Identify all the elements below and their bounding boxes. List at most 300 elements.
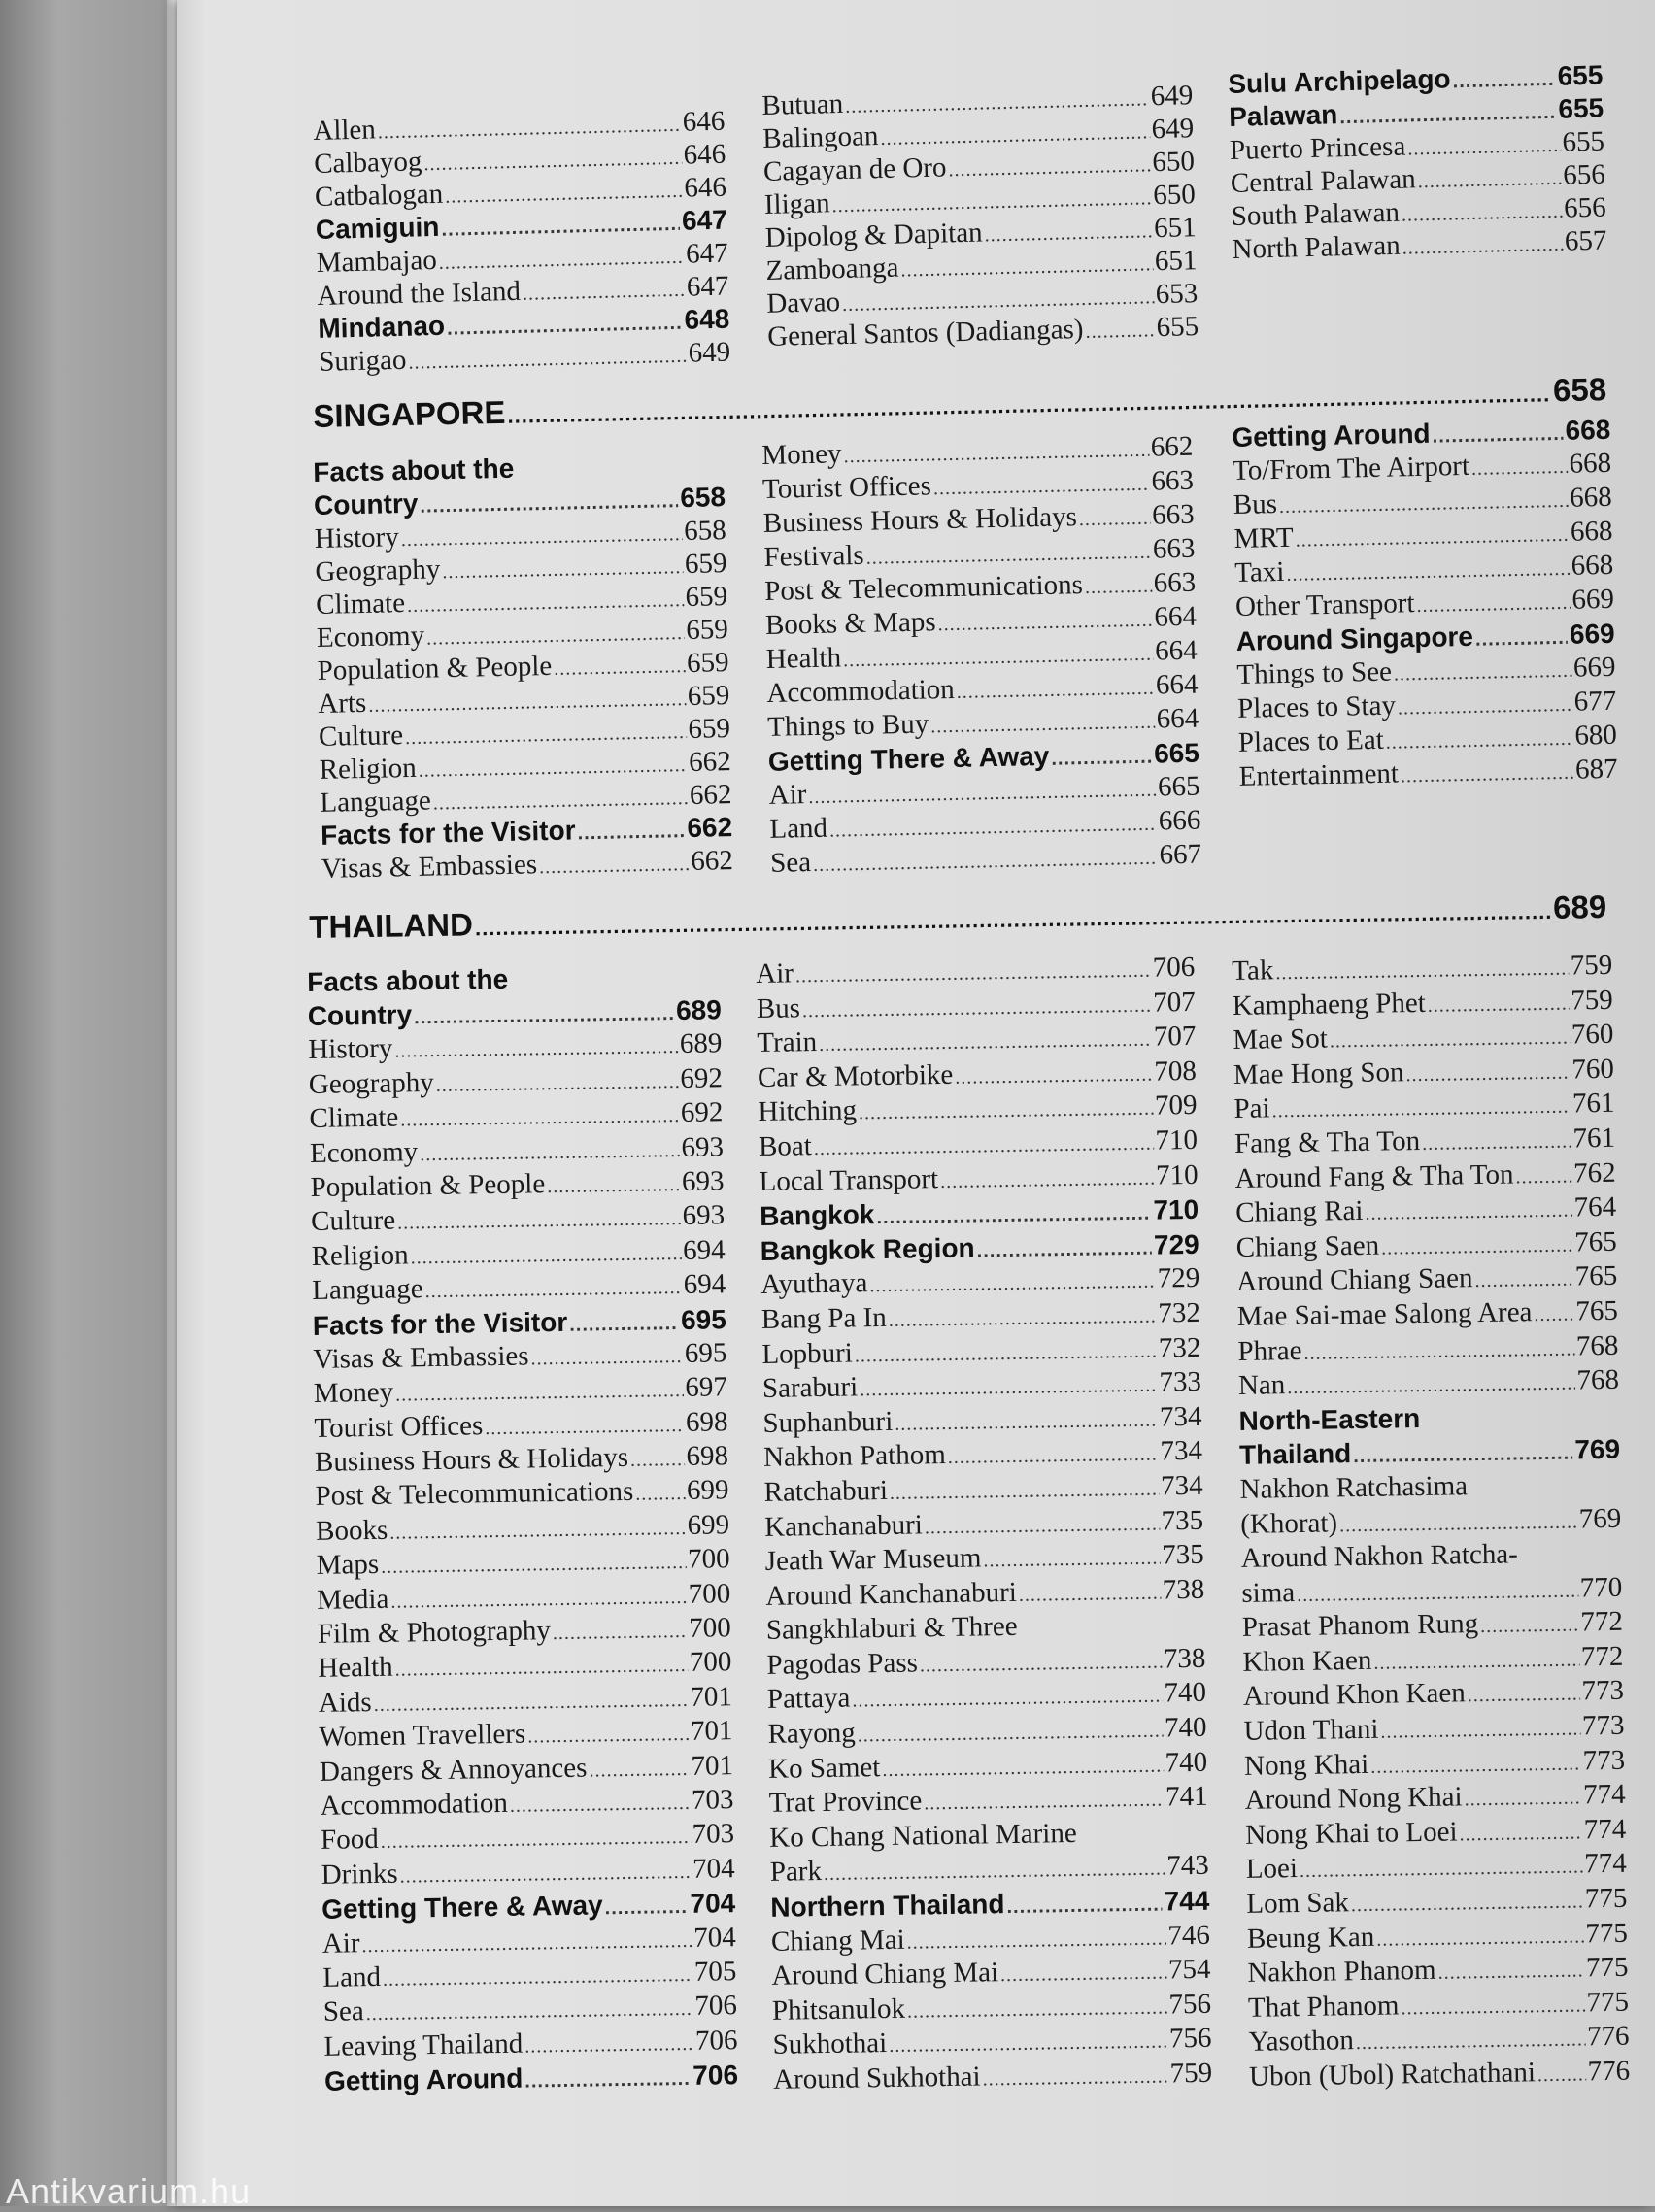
leader-dots	[802, 989, 1152, 1028]
toc-entry	[311, 1233, 726, 1274]
entry-label: Jeath War Museum	[764, 1542, 982, 1578]
philippines-column-1	[313, 105, 731, 379]
leader-dots	[948, 1438, 1159, 1476]
entry-label: Nong Khai	[1243, 1748, 1369, 1782]
entry-page-number: 663	[1152, 532, 1196, 565]
toc-entry	[763, 1469, 1203, 1511]
toc-entry	[1228, 59, 1604, 101]
leader-dots	[906, 1922, 1165, 1961]
entry-page-number: 653	[1155, 278, 1199, 311]
toc-entry	[771, 1918, 1211, 1960]
entry-page-number: 768	[1575, 1329, 1619, 1362]
entry-label: Post & Telecommunications	[315, 1476, 634, 1513]
entry-label: North Palawan	[1232, 229, 1402, 265]
entry-list	[308, 992, 739, 2098]
leader-dots	[1381, 1228, 1573, 1266]
entry-page-number: 692	[680, 1062, 724, 1094]
entry-label: Chiang Rai	[1234, 1195, 1364, 1229]
entry-page-number: 765	[1573, 1225, 1617, 1258]
entry-page-number: 776	[1586, 2021, 1630, 2053]
leader-dots	[569, 1307, 679, 1343]
entry-label: Cagayan de Oro	[762, 151, 947, 187]
entry-label: History	[308, 1033, 393, 1066]
leader-dots	[1300, 1851, 1583, 1890]
leader-dots	[475, 899, 1552, 941]
entry-page-number: 743	[1166, 1850, 1209, 1882]
toc-entry	[316, 1542, 730, 1583]
toc-entry	[319, 1680, 733, 1721]
subheading: Facts about the	[307, 963, 509, 997]
entry-label: Air	[321, 1927, 360, 1960]
entry-page-number: 659	[687, 680, 730, 712]
entry-label: Bangkok	[759, 1199, 875, 1232]
entry-label: Mae Hong Son	[1233, 1056, 1404, 1090]
entry-label: Lom Sak	[1246, 1887, 1350, 1920]
leader-dots	[982, 2060, 1168, 2097]
leader-dots	[1515, 1159, 1571, 1194]
entry-label: Around the Island	[317, 275, 522, 312]
entry-page-number: 708	[1154, 1055, 1198, 1088]
section-title: THAILAND	[309, 906, 474, 945]
entry-page-number: 659	[686, 647, 729, 679]
entry-label: Around Sukhothai	[772, 2061, 981, 2095]
toc-entry	[312, 1267, 726, 1308]
leader-dots	[1422, 1125, 1571, 1162]
toc-entry	[313, 1302, 727, 1343]
entry-label: Places to Eat	[1237, 723, 1385, 758]
leader-dots	[1480, 1609, 1579, 1645]
entry-label: Kanchanaburi	[763, 1508, 924, 1543]
entry-label: Around Chiang Saen	[1236, 1262, 1473, 1298]
entry-page-number: 729	[1157, 1262, 1200, 1294]
toc-entry	[766, 1642, 1206, 1684]
entry-label: Air	[756, 957, 794, 989]
entry-page-number: 704	[692, 1852, 735, 1885]
entry-label: Puerto Princesa	[1229, 130, 1406, 166]
entry-page-number: 657	[1564, 224, 1607, 257]
entry-label: Prasat Phanom Rung	[1241, 1608, 1479, 1644]
toc-entry	[759, 1157, 1199, 1199]
entry-label: Other Transport	[1234, 587, 1415, 622]
entry-page-number: 706	[694, 2024, 738, 2057]
entry-label: Entertainment	[1238, 757, 1400, 792]
entry-label: Geography	[308, 1066, 434, 1100]
entry-label: Climate	[315, 587, 406, 620]
entry-page-number: 760	[1571, 1019, 1614, 1051]
entry-label: Sea	[769, 847, 812, 879]
entry-page-number: 706	[694, 1990, 738, 2023]
leader-dots	[1271, 1090, 1571, 1129]
entry-label: Udon Thani	[1243, 1713, 1379, 1747]
leader-dots	[1376, 1920, 1584, 1958]
toc-entry	[1242, 1640, 1624, 1681]
philippines-column-3	[1228, 59, 1607, 266]
entry-page-number: 699	[687, 1509, 730, 1541]
entry-label: Language	[311, 1273, 423, 1307]
toc-entry	[1248, 1986, 1630, 2027]
leader-dots	[1000, 1957, 1166, 1994]
leader-dots	[907, 1991, 1167, 2029]
entry-list	[314, 481, 733, 886]
entry-page-number: 699	[686, 1474, 729, 1507]
leader-dots	[852, 1680, 1163, 1720]
entry-page-number: 701	[690, 1681, 733, 1713]
entry-page-number: 772	[1580, 1606, 1624, 1638]
entry-page-number: 759	[1571, 984, 1614, 1017]
leader-dots	[394, 1649, 688, 1688]
entry-label: Air	[768, 779, 807, 811]
leader-dots	[956, 672, 1154, 710]
leader-dots	[1303, 1332, 1574, 1371]
toc-entry	[323, 2024, 738, 2064]
leader-dots	[1534, 1297, 1573, 1332]
entry-page-number: 662	[689, 779, 732, 811]
entry-label: Around Chiang Mai	[771, 1957, 999, 1993]
entry-page-number: 659	[688, 713, 731, 745]
entry-page-number: 740	[1164, 1711, 1207, 1744]
entry-label: North-Eastern	[1238, 1402, 1421, 1436]
toc-entry	[1233, 1087, 1615, 1127]
leader-dots	[1330, 1022, 1571, 1059]
entry-label: Books & Maps	[764, 606, 936, 641]
entry-page-number: 664	[1154, 600, 1198, 633]
leader-dots	[860, 1369, 1158, 1408]
leader-dots	[410, 1237, 681, 1276]
leader-dots	[589, 1753, 690, 1789]
toc-entry	[1232, 949, 1613, 989]
toc-entry	[768, 1745, 1208, 1787]
toc-entry	[760, 1261, 1200, 1303]
entry-label: Religion	[319, 752, 417, 786]
entry-page-number: 706	[692, 2060, 739, 2092]
entry-page-number: 680	[1574, 719, 1618, 752]
leader-dots	[361, 1924, 692, 1963]
toc-entry	[756, 951, 1196, 992]
entry-label: Getting There & Away	[767, 740, 1050, 777]
entry-page-number: 733	[1159, 1365, 1202, 1398]
entry-page-number: 701	[690, 1715, 733, 1748]
entry-page-number: 658	[679, 482, 726, 514]
entry-label: Catbalogan	[314, 178, 444, 213]
entry-page-number: 774	[1582, 1778, 1626, 1811]
entry-page-number: 662	[688, 746, 732, 778]
entry-label: Allen	[313, 114, 377, 147]
leader-dots	[889, 2026, 1167, 2064]
leader-dots	[436, 1065, 679, 1103]
entry-page-number: 760	[1571, 1053, 1615, 1086]
entry-page-number: 740	[1165, 1746, 1208, 1779]
singapore-column-1	[313, 448, 733, 886]
entry-label: Media	[316, 1583, 389, 1616]
entry-label: Ubon (Ubol) Ratchathani	[1248, 2057, 1537, 2093]
entry-label: Nakhon Phanom	[1247, 1955, 1436, 1990]
entry-label: Visas & Embassies	[313, 1340, 529, 1375]
toc-entry	[1244, 1778, 1626, 1819]
entry-label: Around Nakhon Ratcha-	[1240, 1538, 1519, 1575]
entry-page-number: 775	[1585, 1917, 1629, 1950]
entry-page-number: 768	[1576, 1363, 1620, 1396]
entry-page-number: 649	[1151, 113, 1195, 146]
leader-dots	[890, 1472, 1160, 1511]
entry-page-number: 700	[687, 1543, 730, 1576]
entry-label: Around Kanchanaburi	[765, 1576, 1018, 1612]
toc-entry	[318, 1611, 732, 1652]
section-page-number: 658	[1552, 371, 1607, 409]
entry-page-number: 701	[691, 1749, 734, 1782]
entry-label: History	[314, 521, 400, 554]
thailand-column-3	[1232, 949, 1630, 2095]
toc-entry	[311, 1199, 726, 1240]
entry-page-number: 646	[682, 105, 726, 138]
leader-dots	[1402, 228, 1563, 265]
entry-page-number: 738	[1162, 1573, 1205, 1606]
entry-label: Ayuthaya	[760, 1267, 868, 1301]
toc-entry	[1237, 1294, 1619, 1335]
leader-dots	[1373, 1643, 1579, 1681]
entry-label: General Santos (Dadiangas)	[766, 313, 1084, 352]
toc-entry	[309, 1061, 724, 1102]
entry-page-number: 646	[683, 138, 726, 171]
entry-page-number: 774	[1583, 1813, 1627, 1846]
entry-page-number: 707	[1153, 1021, 1197, 1053]
entry-label: Getting Around	[1232, 418, 1431, 452]
toc-entry	[320, 1749, 734, 1790]
entry-page-number: 650	[1152, 179, 1197, 212]
entry-label: Festivals	[763, 539, 864, 573]
entry-label: Tourist Offices	[761, 470, 932, 505]
entry-page-number: 651	[1154, 245, 1198, 278]
entry-label: Sulu Archipelago	[1228, 63, 1451, 99]
entry-page-number: 689	[675, 994, 722, 1026]
leader-dots	[876, 1197, 1152, 1236]
toc-entry	[309, 1095, 724, 1136]
entry-label: Around Fang & Tha Ton	[1234, 1158, 1514, 1194]
entry-label: Land	[769, 812, 828, 845]
toc-entry	[310, 1164, 725, 1205]
toc-entry	[313, 1336, 727, 1377]
toc-entry	[310, 1130, 725, 1171]
entry-page-number: 700	[688, 1577, 731, 1610]
entry-label: Trat Province	[768, 1785, 923, 1820]
entry-page-number: 776	[1587, 2055, 1631, 2088]
entry-label: Around Nong Khai	[1244, 1781, 1463, 1817]
entry-page-number: 668	[1569, 481, 1613, 514]
toc-entry	[1235, 1190, 1617, 1231]
entry-label: Bus	[1233, 488, 1278, 520]
entry-page-number: 650	[1152, 146, 1196, 179]
leader-dots	[523, 274, 686, 311]
entry-page-number: 700	[689, 1612, 732, 1644]
entry-page-number: 663	[1153, 566, 1197, 599]
entry-page-number: 693	[682, 1199, 726, 1232]
entry-label: Land	[322, 1961, 382, 1994]
leader-dots	[1287, 1367, 1575, 1406]
toc-entry	[762, 1400, 1202, 1442]
leader-dots	[1471, 451, 1568, 486]
entry-page-number: 695	[684, 1337, 727, 1369]
thailand-column-1	[307, 959, 738, 2098]
toc-entry	[308, 992, 723, 1033]
toc-entry	[314, 1371, 728, 1412]
toc-entry	[773, 2057, 1213, 2098]
toc-entry	[1244, 1743, 1626, 1784]
entry-label: Arts	[318, 687, 367, 720]
entry-label: Business Hours & Holidays	[762, 501, 1078, 539]
entry-page-number: 764	[1573, 1190, 1617, 1223]
leader-dots	[1402, 195, 1563, 232]
entry-label: Iligan	[763, 187, 830, 220]
leader-dots	[983, 1542, 1160, 1579]
entry-page-number: 710	[1155, 1158, 1199, 1191]
entry-page-number: 693	[681, 1130, 725, 1163]
entry-label: Books	[315, 1514, 388, 1547]
watermark: Antikvarium.hu	[6, 2171, 252, 2211]
toc-entry	[315, 1474, 729, 1515]
entry-page-number: 705	[693, 1956, 737, 1988]
toc-entry	[1235, 583, 1615, 624]
leader-dots	[813, 842, 1158, 883]
entry-label: Balingoan	[761, 120, 879, 154]
entry-page-number: 744	[1164, 1885, 1210, 1917]
leader-dots	[1428, 987, 1570, 1023]
leader-dots	[1405, 1056, 1570, 1092]
entry-label: Economy	[309, 1135, 419, 1169]
thailand-column-2	[756, 951, 1212, 2098]
leader-dots	[547, 1168, 680, 1205]
leader-dots	[1537, 2058, 1586, 2093]
entry-label: Pai	[1233, 1092, 1270, 1125]
entry-label: Davao	[766, 286, 841, 319]
toc-entry	[761, 1330, 1201, 1372]
entry-page-number: 655	[1562, 125, 1605, 158]
entry-page-number: 710	[1155, 1123, 1199, 1156]
toc-entry	[1241, 1536, 1623, 1577]
entry-page-number: 765	[1574, 1260, 1618, 1292]
entry-label: Surigao	[318, 344, 407, 378]
entry-label: Facts for the Visitor	[312, 1306, 568, 1341]
entry-label: (Khorat)	[1239, 1506, 1338, 1540]
entry-label: Phitsanulok	[771, 1993, 906, 2027]
entry-label: Accommodation	[320, 1787, 509, 1822]
toc-entry	[320, 1783, 734, 1824]
leader-dots	[948, 149, 1151, 186]
leader-dots	[524, 2028, 693, 2064]
entry-page-number: 649	[1150, 80, 1194, 113]
entry-page-number: 656	[1562, 158, 1606, 191]
singapore-column-3	[1232, 413, 1618, 794]
entry-label: Chiang Mai	[770, 1924, 905, 1958]
entry-page-number: 692	[680, 1096, 724, 1129]
toc-entry	[1235, 617, 1615, 658]
leader-dots	[1416, 587, 1571, 623]
leader-dots	[426, 617, 685, 655]
entry-page-number: 655	[1557, 59, 1604, 91]
toc-entry	[308, 1027, 723, 1068]
entry-page-number: 664	[1154, 634, 1198, 667]
entry-page-number: 703	[691, 1784, 734, 1816]
leader-dots	[895, 1403, 1158, 1442]
leader-dots	[1401, 1989, 1585, 2027]
leader-dots	[383, 1959, 692, 1997]
section-title: SINGAPORE	[313, 393, 506, 434]
entry-page-number: 668	[1570, 515, 1613, 548]
toc-entry	[1233, 1053, 1615, 1093]
toc-entry	[772, 1988, 1212, 2029]
entry-label: Nakhon Ratchasima	[1239, 1470, 1469, 1505]
entry-page-number: 773	[1581, 1675, 1625, 1707]
entry-label: Geography	[315, 553, 441, 587]
entry-label: South Palawan	[1231, 196, 1401, 232]
entry-page-number: 775	[1585, 1951, 1629, 1984]
entry-label: Pagodas Pass	[766, 1647, 919, 1681]
leader-dots	[1295, 519, 1569, 558]
entry-label: Dipolog & Dapitan	[764, 217, 983, 253]
entry-label: Central Palawan	[1230, 163, 1417, 199]
toc-entry	[321, 1818, 735, 1859]
leader-dots	[414, 997, 674, 1036]
leader-dots	[984, 215, 1152, 251]
toc-entry	[770, 1849, 1210, 1891]
entry-label: Leaving Thailand	[323, 2028, 524, 2062]
section-page-number: 689	[1552, 888, 1607, 925]
leader-dots	[510, 1787, 691, 1824]
toc-entry	[1249, 2055, 1631, 2095]
leader-dots	[418, 749, 687, 788]
entry-page-number: 756	[1168, 1988, 1212, 2021]
leader-dots	[1467, 1678, 1579, 1714]
leader-dots	[373, 1684, 688, 1723]
toc-entry	[1246, 1847, 1628, 1888]
entry-page-number: 668	[1571, 549, 1614, 582]
toc-entry	[1243, 1674, 1625, 1715]
entry-label: Thailand	[1238, 1438, 1352, 1471]
entry-label: Khon Kaen	[1242, 1644, 1372, 1678]
entry-label: Zamboanga	[765, 251, 899, 286]
entry-page-number: 668	[1565, 414, 1611, 446]
entry-label: Mambajao	[316, 244, 438, 279]
entry-page-number: 658	[683, 515, 727, 548]
entry-page-number: 689	[679, 1027, 723, 1060]
entry-label: MRT	[1233, 521, 1294, 554]
toc-entry	[1246, 1882, 1628, 1923]
leader-dots	[630, 1443, 685, 1478]
leader-dots	[940, 1161, 1155, 1199]
entry-page-number: 773	[1581, 1709, 1625, 1742]
toc-entry	[318, 1646, 732, 1687]
leader-dots	[381, 1821, 691, 1860]
entry-page-number: 647	[685, 237, 729, 270]
entry-page-number: 773	[1582, 1744, 1626, 1777]
toc-entry	[770, 1884, 1210, 1926]
entry-label: Kamphaeng Phet	[1232, 987, 1426, 1022]
leader-dots	[937, 604, 1153, 643]
entry-page-number: 754	[1167, 1953, 1211, 1986]
entry-page-number: 741	[1165, 1781, 1208, 1813]
entry-page-number: 703	[692, 1818, 735, 1851]
entry-page-number: 655	[1156, 311, 1199, 344]
entry-page-number: 687	[1574, 753, 1618, 786]
entry-page-number: 704	[693, 1921, 737, 1954]
entry-label: Post & Telecommunications	[763, 569, 1084, 607]
leader-dots	[1019, 1576, 1162, 1613]
leader-dots	[1459, 1816, 1582, 1853]
toc-entry	[1238, 1398, 1620, 1439]
entry-page-number: 706	[1152, 951, 1196, 984]
leader-dots	[1417, 162, 1561, 199]
entry-label: Butuan	[761, 87, 844, 121]
leader-dots	[1437, 1955, 1584, 1992]
leader-dots	[577, 815, 686, 850]
